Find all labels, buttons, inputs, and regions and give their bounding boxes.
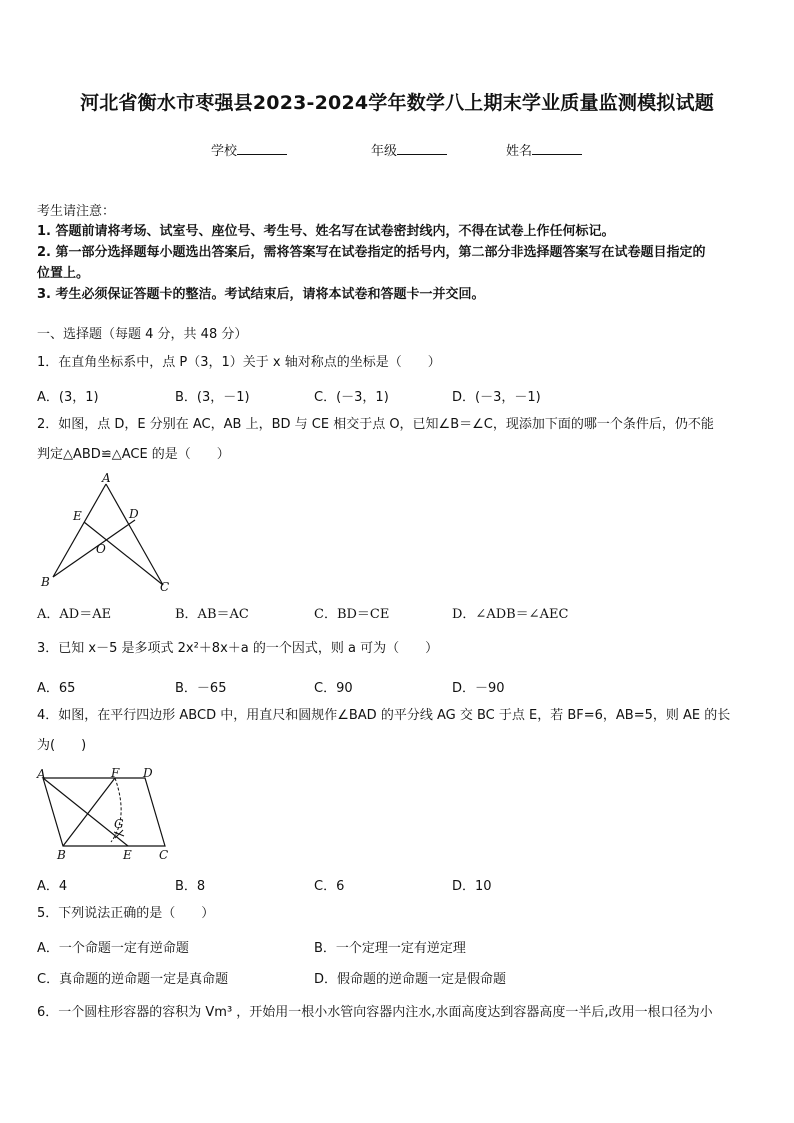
- notice-item-2: 2. 第一部分选择题每小题选出答案后，需将答案写在试卷指定的括号内，第二部分非选择题答案写在试卷题目指定的: [37, 245, 706, 260]
- q5-stem: 5．下列说法正确的是（ ）: [37, 906, 215, 921]
- q2-option-c[interactable]: C．BD＝CE: [314, 607, 390, 622]
- q2-option-a[interactable]: A．AD＝AE: [37, 607, 112, 622]
- notice-item-2-cont: 位置上。: [37, 266, 90, 281]
- q4-label-g: G: [114, 817, 124, 831]
- school-blank[interactable]: [237, 142, 287, 155]
- q1-option-c[interactable]: C．(－3，1): [314, 390, 389, 405]
- grade-blank[interactable]: [397, 142, 447, 155]
- q4-stem-line1: 4．如图，在平行四边形 ABCD 中，用直尺和圆规作∠BAD 的平分线 AG 交 BC 于点 E，若 BF=6，AB=5，则 AE 的长: [37, 708, 731, 723]
- q2-label-e: E: [73, 509, 82, 523]
- q2-option-b[interactable]: B．AB＝AC: [175, 607, 249, 622]
- q3-option-c[interactable]: C．90: [314, 681, 353, 696]
- q2-stem-line1: 2．如图，点 D，E 分别在 AC，AB 上，BD 与 CE 相交于点 O，已知∠B＝∠C，现添加下面的哪一个条件后，仍不能: [37, 417, 714, 432]
- q3-option-d[interactable]: D．－90: [452, 681, 505, 696]
- q4-label-a: A: [37, 767, 46, 781]
- q2-triangle-figure: [37, 472, 177, 596]
- q2-label-d: D: [129, 507, 139, 521]
- q1-stem: 1．在直角坐标系中，点 P（3，1）关于 x 轴对称点的坐标是（ ）: [37, 355, 441, 370]
- q4-option-a[interactable]: A．4: [37, 879, 68, 894]
- school-field: [211, 140, 287, 159]
- q6-stem: 6．一个圆柱形容器的容积为 Vm³ ，开始用一根小水管向容器内注水,水面高度达到容器高度一半后,改用一根口径为小: [37, 1005, 713, 1020]
- name-field: [506, 140, 582, 159]
- page-title: 河北省衡水市枣强县2023-2024学年数学八上期末学业质量监测模拟试题: [80, 92, 714, 114]
- q1-option-d[interactable]: D．(－3，－1): [452, 390, 541, 405]
- q5-option-d[interactable]: D．假命题的逆命题一定是假命题: [314, 972, 507, 987]
- section-heading: 一、选择题（每题 4 分，共 48 分）: [37, 327, 248, 342]
- name-blank[interactable]: [532, 142, 582, 155]
- grade-label: 年级: [371, 144, 398, 159]
- grade-field: [371, 140, 447, 159]
- q2-option-d[interactable]: D．∠ADB＝∠AEC: [452, 607, 569, 622]
- q4-option-d[interactable]: D．10: [452, 879, 492, 894]
- q4-label-e: E: [123, 848, 132, 862]
- q4-label-c: C: [159, 848, 169, 862]
- notice-item-1: 1. 答题前请将考场、试室号、座位号、考生号、姓名写在试卷密封线内，不得在试卷上作任何标记。: [37, 224, 615, 239]
- q4-stem-line2: 为( ): [37, 738, 87, 753]
- q1-option-a[interactable]: A．(3，1): [37, 390, 99, 405]
- q4-label-f: F: [111, 766, 120, 780]
- q4-option-b[interactable]: B．8: [175, 879, 206, 894]
- q2-label-c: C: [160, 580, 170, 594]
- q4-parallelogram-figure: [35, 766, 175, 862]
- q1-option-b[interactable]: B．(3，－1): [175, 390, 250, 405]
- q2-stem-line2: 判定△ABD≌△ACE 的是（ ）: [37, 447, 230, 462]
- q3-option-b[interactable]: B．－65: [175, 681, 227, 696]
- q2-label-a: A: [102, 472, 111, 485]
- notice-heading: 考生请注意：: [37, 204, 116, 219]
- q5-option-b[interactable]: B．一个定理一定有逆定理: [314, 941, 466, 956]
- notice-item-3: 3. 考生必须保证答题卡的整洁。考试结束后，请将本试卷和答题卡一并交回。: [37, 287, 485, 302]
- q3-stem: 3．已知 x－5 是多项式 2x²＋8x＋a 的一个因式，则 a 可为（ ）: [37, 641, 439, 656]
- q5-option-a[interactable]: A．一个命题一定有逆命题: [37, 941, 189, 956]
- q3-option-a[interactable]: A．65: [37, 681, 76, 696]
- school-label: 学校: [211, 144, 238, 159]
- q2-label-b: B: [41, 575, 50, 589]
- q4-label-b: B: [57, 848, 66, 862]
- name-label: 姓名: [506, 144, 533, 159]
- q5-option-c[interactable]: C．真命题的逆命题一定是真命题: [37, 972, 229, 987]
- q2-label-o: O: [96, 542, 106, 556]
- q4-label-d: D: [143, 766, 153, 780]
- q4-option-c[interactable]: C．6: [314, 879, 345, 894]
